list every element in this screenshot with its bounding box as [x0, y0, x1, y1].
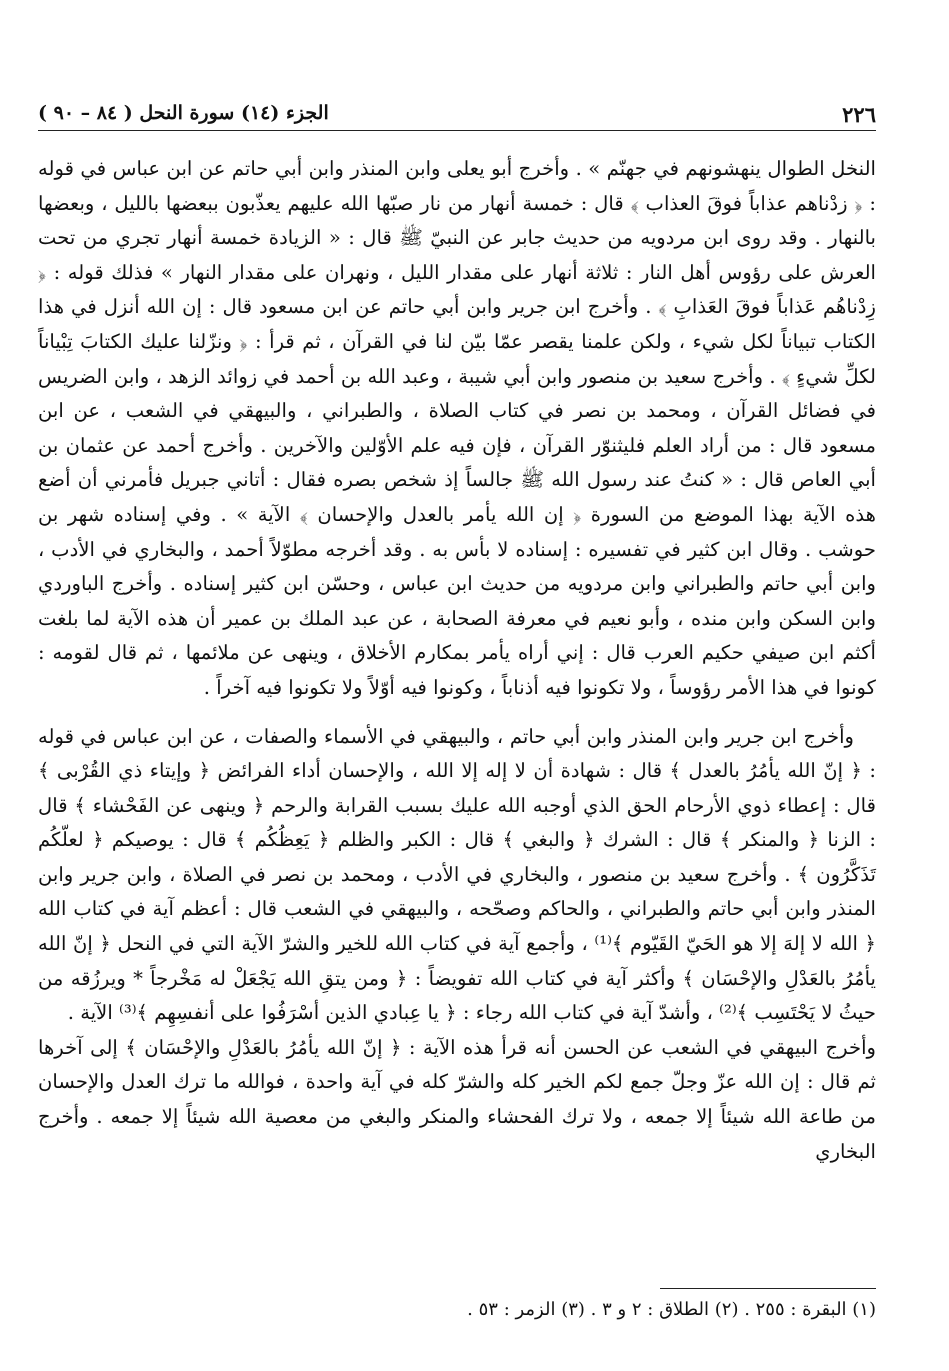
footnote-divider: [660, 1288, 876, 1289]
running-title: الجزء (١٤) سورة النحل ( ٨٤ – ٩٠ ): [38, 102, 329, 124]
page-number: ٢٢٦: [842, 102, 876, 127]
paragraph-2: وأخرج ابن جرير وابن المنذر وابن أبي حاتم ، والبيهقي في الأسماء والصفات ، عن ابن عباس في قوله : ﴿ إنّ الله يأمُرُ بالعدل ﴾ قال : شهادة أن لا إله إلا الله ، والإحسان أداء الفرائض ﴿ وإيتاء ذي القُرْبى ﴾ قال : إعطاء ذوي الأرحام الحق الذي أوجبه الله عليك بسبب القرابة والرحم ﴿ وينهى عن الفَحْشاء ﴾ قال : الزنا ﴿ والمنكر ﴾ قال : الشرك ﴿ والبغي ﴾ قال : الكبر والظلم ﴿ يَعِظُكُم ﴾ قال : يوصيكم ﴿ لعلّكُم تَذَكَّرُون ﴾ . وأخرج سعيد بن منصور ، والبخاري في الأدب ، ومحمد بن نصر في الصلاة ، وابن جرير وابن المنذر وابن أبي حاتم والطبراني ، والحاكم وصحّحه ، والبيهقي في الشعب قال : أعظم آية في كتاب الله ﴿ الله لا إلهَ إلا هو الحَيّ القَيّوم ﴾⁽¹⁾ ، وأجمع آية في كتاب الله للخير والشرّ الآية التي في النحل ﴿ إنّ الله يأمُرُ بالعَدْلِ والإحْسَان ﴾ وأكثر آية في كتاب الله تفويضاً : ﴿ ومن يتقِ الله يَجْعَلْ له مَخْرجاً * ويرزُقه من حيثُ لا يَحْتَسِب ﴾⁽²⁾ ، وأشدّ آية في كتاب الله رجاء : ﴿ يا عِبادي الذين أسْرَفُوا على أنفسِهِم ﴾⁽³⁾ الآية .: [38, 724, 876, 1025]
paragraph-3: وأخرج البيهقي في الشعب عن الحسن أنه قرأ هذه الآية : ﴿ إنّ الله يأمُرُ بالعَدْلِ والإحْسَان ﴾ إلى آخرها ثم قال : إن الله عزّ وجلّ جمع لكم الخير كله والشرّ كله في آية واحدة ، فوالله ما ترك العدل والإحسان من طاعة الله شيئاً إلا جمعه ، ولا ترك الفحشاء والمنكر والبغي من معصية الله شيئاً إلا جمعه . وأخرج البخاري: [38, 1035, 876, 1163]
footnotes: (١) البقرة : ٢٥٥ . (٢) الطلاق : ٢ و ٣ . (٣) الزمر : ٥٣ .: [467, 1299, 876, 1320]
main-text: [38, 152, 876, 1169]
paragraph-1: النخل الطوال ينهشونهم في جهنّم » . وأخرج أبو يعلى وابن المنذر وابن أبي حاتم عن ابن عباس في قوله : ﴿ زدْناهم عذاباً فوقَ العذاب ﴾ قال : خمسة أنهار من نار صبّها الله عليهم يعذّبون ببعضها بالليل ، وبعضها بالنهار . وقد روى ابن مردويه من حديث جابر عن النبيّ ﷺ قال : « الزيادة خمسة أنهار تجري من تحت العرش على رؤوس أهل النار : ثلاثة أنهار على مقدار الليل ، ونهران على مقدار النهار » فذلك قوله : ﴿ زِدْناهُم عَذاباً فوقَ العَذابِ ﴾ . وأخرج ابن جرير وابن أبي حاتم عن ابن مسعود قال : إن الله أنزل في هذا الكتاب تبياناً لكل شيء ، ولكن علمنا يقصر عمّا بيّن لنا في القرآن ، ثم قرأ : ﴿ ونزّلنا عليك الكتابَ تِبْياناً لكلِّ شيءٍ ﴾ . وأخرج سعيد بن منصور وابن أبي شيبة ، وعبد الله بن أحمد في زوائد الزهد ، وابن الضريس في فضائل القرآن ، ومحمد بن نصر في كتاب الصلاة ، والطبراني ، والبيهقي في الشعب ، عن ابن مسعود قال : من أراد العلم فليثنوّر القرآن ، فإن فيه علم الأوّلين والآخرين . وأخرج أحمد عن عثمان بن أبي العاص قال : « كنتُ عند رسول الله ﷺ جالساً إذ شخص بصره فقال : أتاني جبريل فأمرني أن أضع هذه الآية بهذا الموضع من السورة ﴿ إن الله يأمر بالعدل والإحسان ﴾ الآية » . وفي إسناده شهر بن حوشب . وقال ابن كثير في تفسيره : إسناده لا بأس به . وقد أخرجه مطوّلاً أحمد ، والبخاري في الأدب ، وابن أبي حاتم والطبراني وابن مردويه من حديث ابن عباس ، وحسّن ابن كثير إسناده . وأخرج الباوردي وابن السكن وابن منده ، وأبو نعيم في معرفة الصحابة ، عن عبد الملك بن عمير أن هذه الآية لما بلغت أكثم ابن صيفي حكيم العرب قال : إني أراه يأمر بمكارم الأخلاق ، وينهى عن ملائمها ، ثم قال لقومه : كونوا في هذا الأمر رؤوساً ، ولا تكونوا فيه أذناباً ، وكونوا فيه أوّلاً ولا تكونوا فيه آخراً .: [38, 157, 877, 699]
running-header: [38, 98, 876, 131]
